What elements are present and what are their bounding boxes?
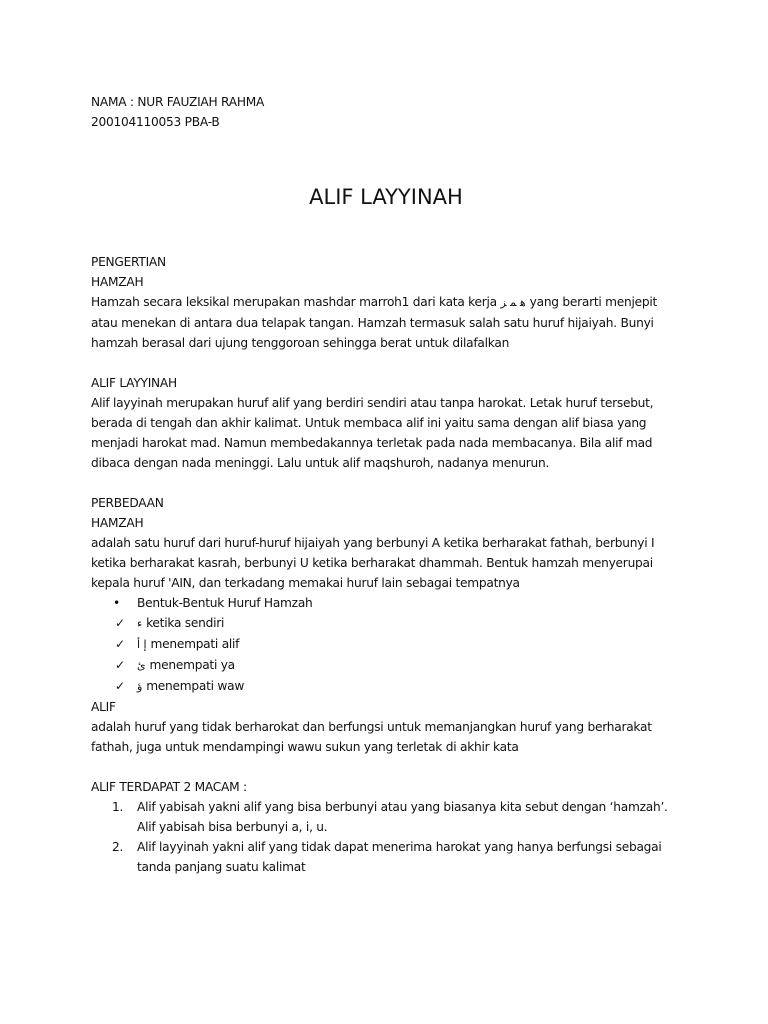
sub-heading-hamzah: HAMZAH xyxy=(91,275,144,289)
hamzah-form-arabic: إ أ xyxy=(137,638,147,651)
list-number: 2. xyxy=(112,840,124,854)
list-item xyxy=(91,634,681,655)
list-item xyxy=(91,797,681,837)
list-item-text: Alif layyinah yakni alif yang tidak dapat menerima harokat yang hanya berfungsi sebagai tanda panjang suatu kalimat xyxy=(137,840,662,874)
hamzah-description: adalah satu huruf dari huruf-huruf hijaiyah yang berbunyi A ketika berharakat fathah, berbunyi I ketika berharakat kasrah, berbunyi U ketika berharakat dhammah. Bentuk hamzah menyerupai kepala huruf 'AIN, dan terkadang memakai huruf lain sebagai tempatnya xyxy=(91,536,655,590)
checkmark-icon: ✓ xyxy=(115,658,125,672)
student-id: 200104110053 PBA-B xyxy=(91,115,220,129)
section-heading-alif-layyinah: ALIF LAYYINAH xyxy=(91,376,177,390)
bullet-label: Bentuk-Bentuk Huruf Hamzah xyxy=(137,596,313,610)
spacer xyxy=(91,473,681,493)
list-item xyxy=(91,837,681,877)
alif-types-list xyxy=(91,797,681,877)
hamzah-form-text: menempati ya xyxy=(149,658,235,672)
checkmark-icon: ✓ xyxy=(115,637,125,651)
hamzah-forms-list xyxy=(91,593,681,613)
document-title: ALIF LAYYINAH xyxy=(309,185,463,209)
section-heading-pengertian: PENGERTIAN xyxy=(91,255,166,269)
spacer xyxy=(91,757,681,777)
section-heading-alif-macam: ALIF TERDAPAT 2 MACAM : xyxy=(91,780,247,794)
hamzah-form-text: ketika sendiri xyxy=(146,616,225,630)
hamzah-definition xyxy=(91,292,681,353)
spacer xyxy=(91,353,681,373)
student-name: NAMA : NUR FAUZIAH RAHMA xyxy=(91,95,265,109)
hamzah-form-arabic: ئ xyxy=(137,659,146,672)
checkmark-icon: ✓ xyxy=(115,616,125,630)
hamzah-form-arabic: ؤ xyxy=(137,680,143,693)
list-item xyxy=(91,655,681,676)
hamzah-form-arabic: ء xyxy=(137,617,143,630)
list-number: 1. xyxy=(112,800,124,814)
section-heading-alif: ALIF xyxy=(91,700,116,714)
bullet-dot-icon: • xyxy=(113,596,120,610)
hamzah-form-text: menempati waw xyxy=(146,679,245,693)
section-heading-perbedaan: PERBEDAAN xyxy=(91,496,164,510)
list-item-text: Alif yabisah yakni alif yang bisa berbunyi atau yang biasanya kita sebut dengan ‘hamzah’. Alif yabisah bisa berbunyi a, i, u. xyxy=(137,800,668,834)
hamzah-text-end: yang berarti menjepit atau menekan di antara dua telapak tangan. Hamzah termasuk salah satu huruf hijaiyah. Bunyi hamzah berasal dari ujung tenggoroan sehingga berat untuk dilafalkan xyxy=(91,295,658,350)
sub-heading-hamzah-2: HAMZAH xyxy=(91,516,144,530)
hamzah-arabic-root: ﻫ ﻤ ﺰ xyxy=(500,296,526,309)
alif-definition: adalah huruf yang tidak berharokat dan berfungsi untuk memanjangkan huruf yang berharakat fathah, juga untuk mendampingi wawu sukun yang terletak di akhir kata xyxy=(91,720,652,754)
document-body xyxy=(91,92,681,877)
list-item xyxy=(91,676,681,697)
hamzah-text-start: Hamzah secara leksikal merupakan mashdar marroh1 dari kata kerja xyxy=(91,295,497,309)
hamzah-forms-checklist xyxy=(91,613,681,697)
list-item xyxy=(91,593,681,613)
checkmark-icon: ✓ xyxy=(115,679,125,693)
hamzah-form-text: menempati alif xyxy=(150,637,240,651)
alif-layyinah-definition: Alif layyinah merupakan huruf alif yang berdiri sendiri atau tanpa harokat. Letak huruf tersebut, berada di tengah dan akhir kalimat. Untuk membaca alif ini yaitu sama dengan alif biasa yang menjadi harokat mad. Namun membedakannya terletak pada nada membacanya. Bila alif mad dibaca dengan nada meninggi. Lalu untuk alif maqshuroh, nadanya menurun. xyxy=(91,396,654,470)
list-item xyxy=(91,613,681,634)
